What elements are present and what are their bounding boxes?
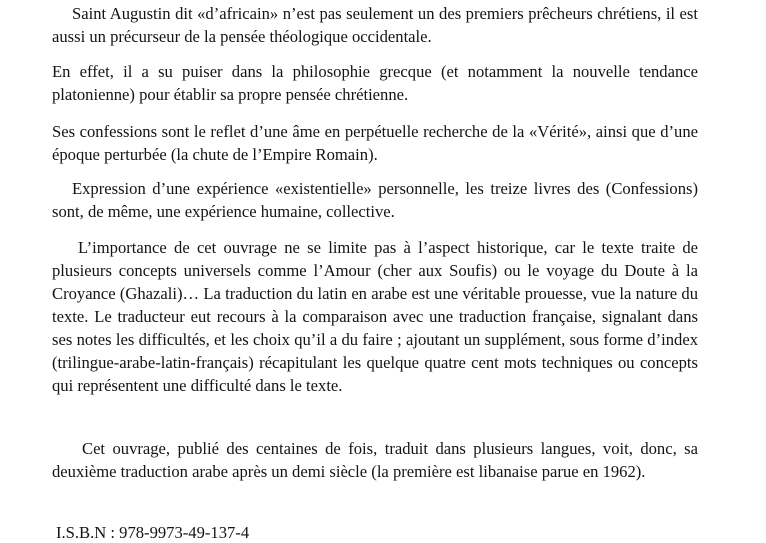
paragraph-existential-experience: Expression d’une expérience «existentielle» personnelle, les treize livres des (Confessions) sont, de même, une expérience humaine, collective. [52, 179, 698, 221]
paragraph-translation-importance: L’importance de cet ouvrage ne se limite pas à l’aspect historique, car le texte traite de plusieurs concepts universels comme l’Amour (cher aux Soufis) ou le voyage du Doute à la Croyance (Ghazali)… La traduction du latin en arabe est une véritable prouesse, vue la nature du texte. Le traducteur eut recours à la comparaison avec une traduction française, signalant dans ses notes les difficultés, et les choix qu’il a du faire ; ajoutant un supplément, sous forme d’index (trilingue-arabe-latin-français) récapitulant les quelque quatre cent mots techniques ou concepts qui représentent une difficulté dans le texte. [52, 238, 698, 395]
paragraph-greek-philosophy: En effet, il a su puiser dans la philosophie grecque (et notamment la nouvelle tendance platonienne) pour établir sa propre pensée chrétienne. [52, 62, 698, 104]
isbn-line: I.S.B.N : 978-9973-49-137-4 [56, 523, 250, 542]
paragraph-publication-history: Cet ouvrage, publié des centaines de fois, traduit dans plusieurs langues, voit, donc, sa deuxième traduction arabe après un demi siècle (la première est libanaise parue en 1962). [52, 439, 698, 481]
paragraph-saint-augustin-intro: Saint Augustin dit «d’africain» n’est pas seulement un des premiers prêcheurs chrétiens, il est aussi un précurseur de la pensée théologique occidentale. [52, 4, 698, 46]
paragraph-confessions-reflection: Ses confessions sont le reflet d’une âme en perpétuelle recherche de la «Vérité», ainsi que d’une époque perturbée (la chute de l’Empire Romain). [52, 122, 698, 164]
